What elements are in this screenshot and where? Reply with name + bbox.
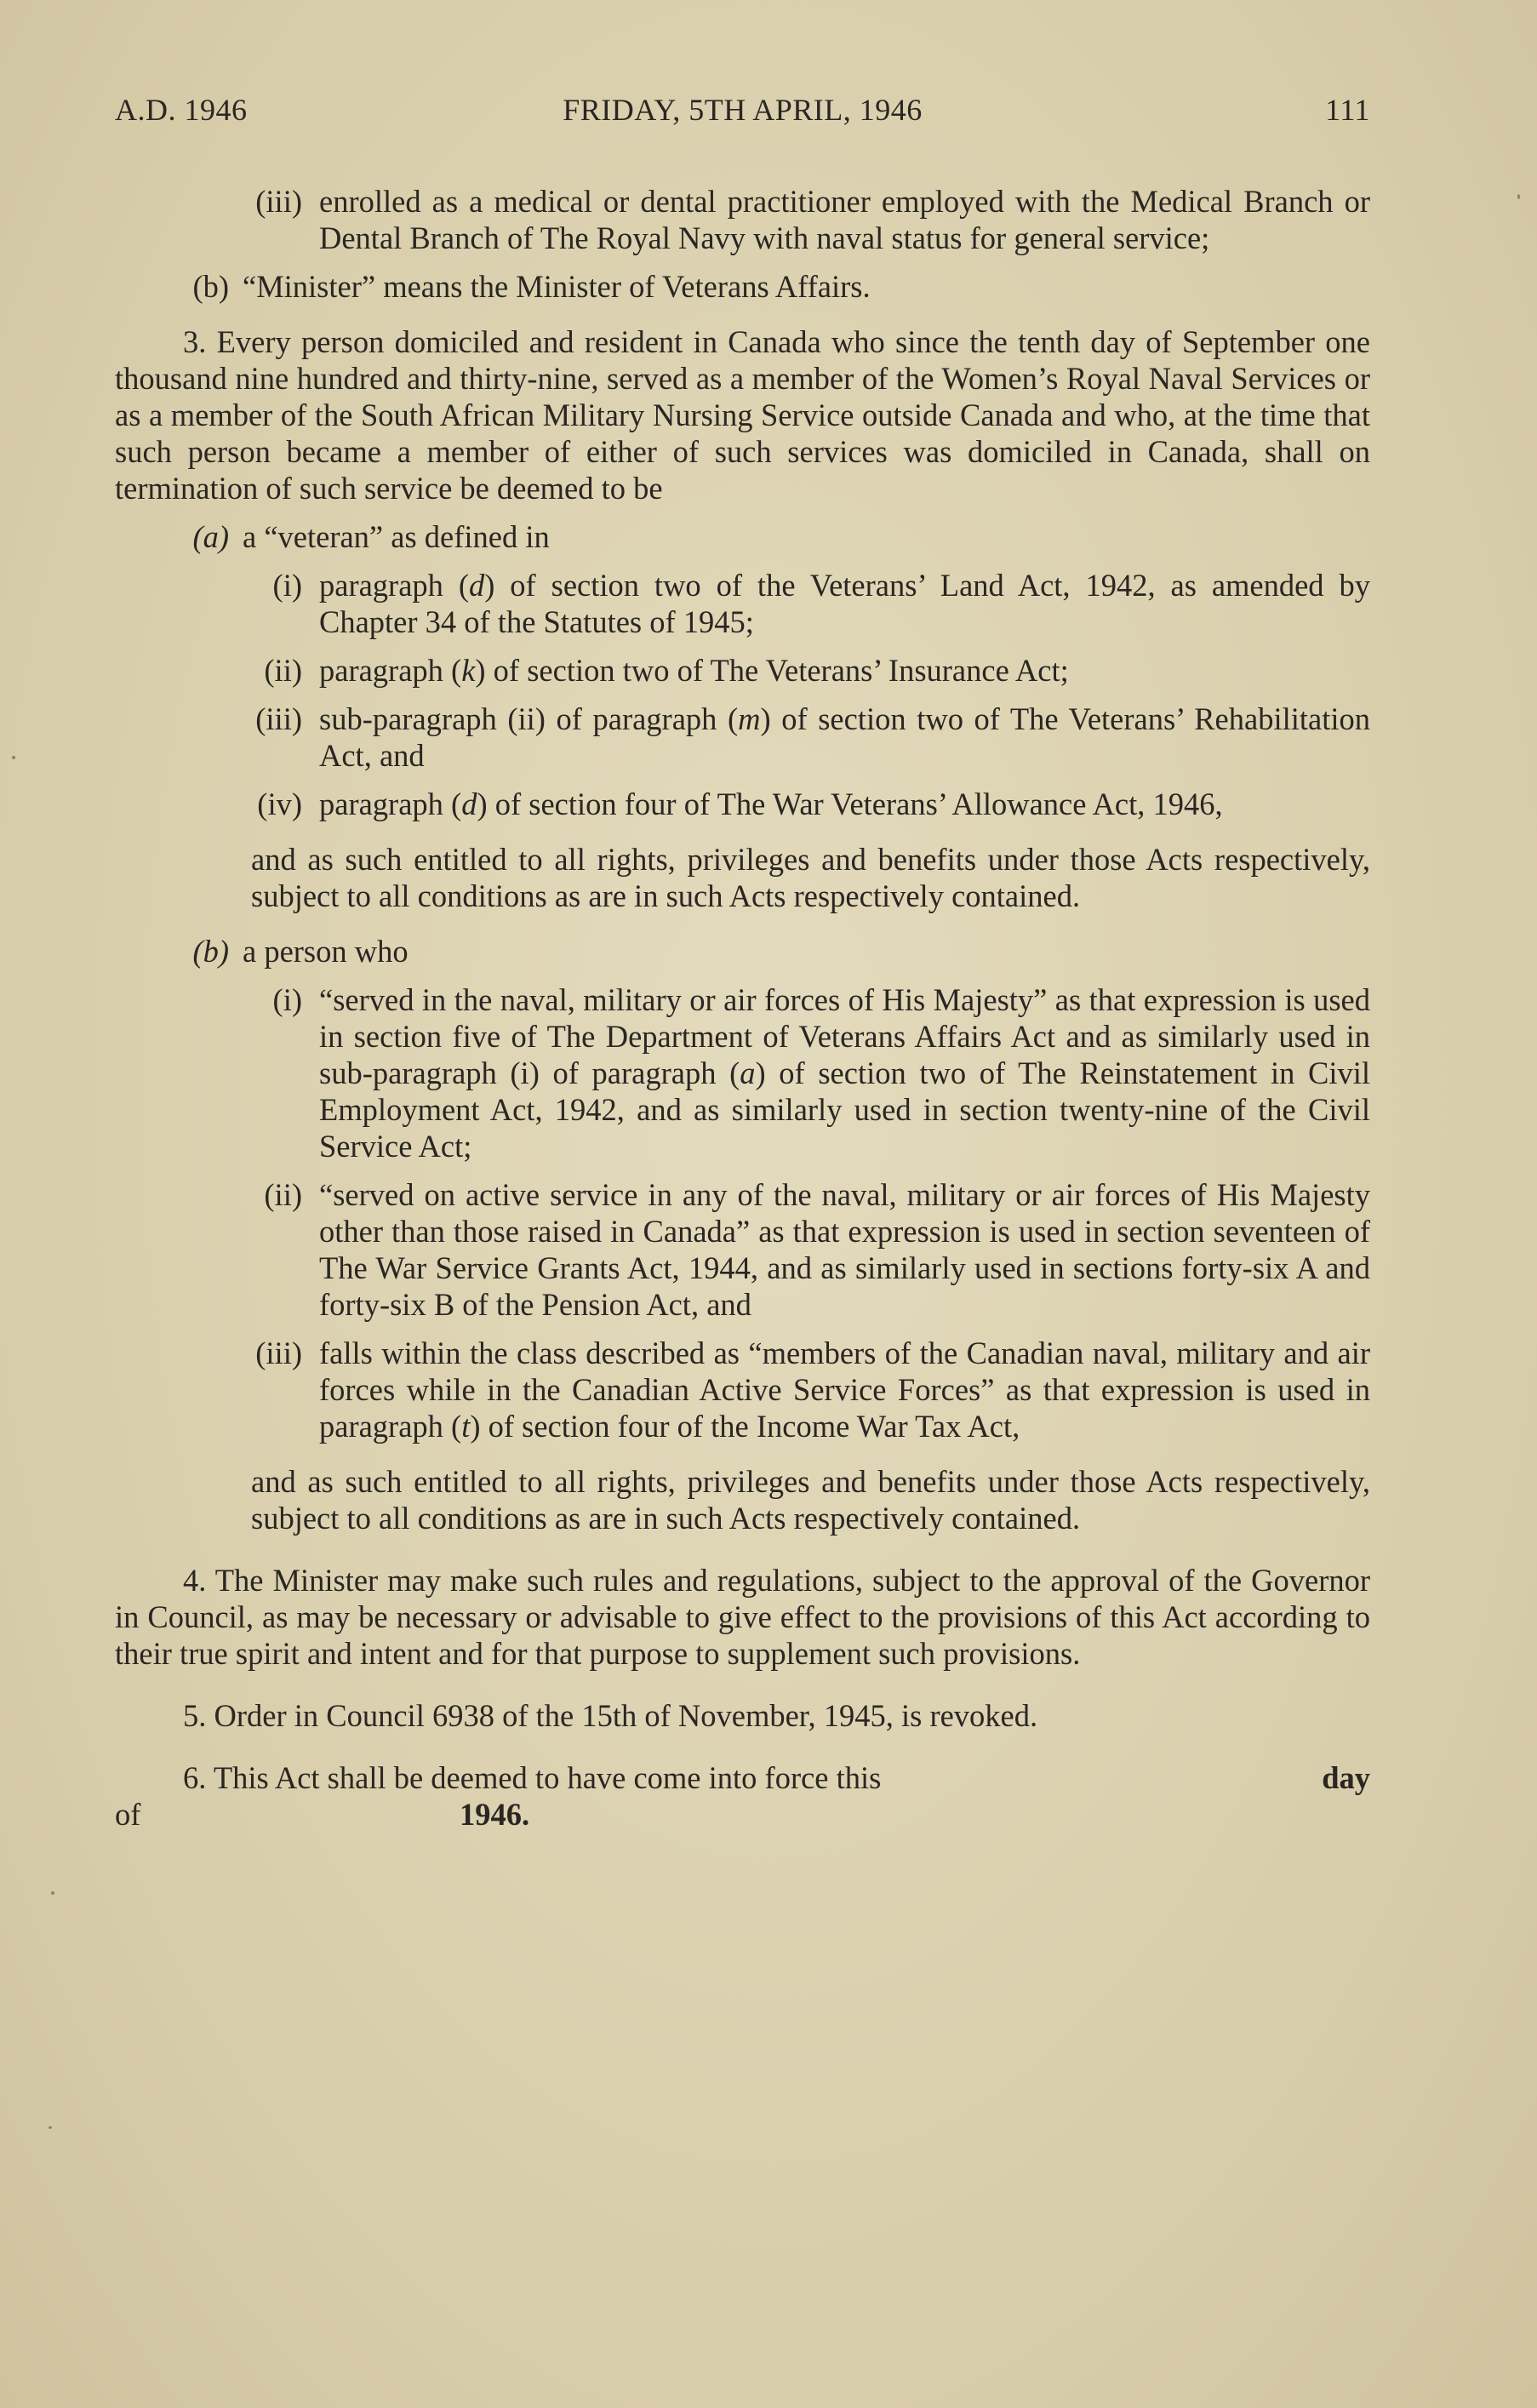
section-6	[115, 1759, 1370, 1833]
section-6-of: of	[115, 1797, 141, 1832]
section-4: 4. The Minister may make such rules and regulations, subject to the approval of the Governor in Council, as may be necessary or advisable to give effect to the provisions of this Act according to their true spirit and intent and for that purpose to supplement such provisions.	[115, 1563, 1370, 1671]
page-header	[115, 92, 1370, 134]
item-text: enrolled as a medical or dental practitioner employed with the Medical Branch or Dental Branch of The Royal Navy with naval status for general service;	[319, 184, 1370, 255]
header-date: FRIDAY, 5TH APRIL, 1946	[563, 93, 923, 127]
section-6-year: 1946.	[460, 1797, 530, 1832]
page-number: 111	[1325, 93, 1370, 127]
item-text: paragraph (k) of section two of The Veterans’ Insurance Act;	[319, 653, 1069, 688]
item-label: (b)	[192, 934, 229, 969]
item-label: (a)	[192, 519, 229, 554]
item-text: paragraph (d) of section two of the Veterans’ Land Act, 1942, as amended by Chapter 34 of the Statutes of 1945;	[319, 568, 1370, 639]
b-closing-text: and as such entitled to all rights, privileges and benefits under those Acts respectively, subject to all conditions as are in such Acts respectively contained.	[251, 1464, 1370, 1536]
item-text: falls within the class described as “members of the Canadian naval, military and air forces while in the Canadian Active Service Forces” as that expression is used in paragraph (t) of section four of the Income War Tax Act,	[319, 1336, 1370, 1444]
a-closing-text: and as such entitled to all rights, privileges and benefits under those Acts respectively, subject to all conditions as are in such Acts respectively contained.	[251, 842, 1370, 913]
a-subparagraph-iv	[115, 786, 1370, 822]
paper-speck	[51, 1891, 54, 1895]
section-3: 3. Every person domiciled and resident in Canada who since the tenth day of September one thousand nine hundred and thirty-nine, served as a member of the Women’s Royal Naval Services or as a member of the South African Military Nursing Service outside Canada and who, at the time that such person became a member of either of such services was domiciled in Canada, shall on termination of such service be deemed to be	[115, 324, 1370, 506]
item-text: “served in the naval, military or air forces of His Majesty” as that expression is used in section five of The Department of Veterans Affairs Act and as similarly used in sub-paragraph (i) of paragraph (a) of section two of The Reinstatement in Civil Employment Act, 1942, and as similarly used in section twenty-nine of the Civil Service Act;	[319, 982, 1370, 1164]
paragraph-b-minister	[115, 268, 1370, 305]
item-text: sub-paragraph (ii) of paragraph (m) of section two of The Veterans’ Rehabilitation Act, and	[319, 701, 1370, 773]
item-text: paragraph (d) of section four of The War Veterans’ Allowance Act, 1946,	[319, 786, 1223, 821]
b-subparagraph-i	[115, 981, 1370, 1164]
section-6-text: 6. This Act shall be deemed to have come into force this	[183, 1760, 882, 1795]
a-subparagraph-i	[115, 567, 1370, 640]
b-subparagraph-iii	[115, 1335, 1370, 1444]
item-label: (i)	[272, 568, 302, 603]
a-subparagraph-iii	[115, 701, 1370, 774]
b-subparagraph-ii	[115, 1176, 1370, 1323]
item-label: (ii)	[264, 653, 302, 688]
item-label: (iv)	[257, 786, 302, 821]
item-label: (i)	[272, 982, 302, 1017]
a-subparagraph-ii	[115, 652, 1370, 689]
paper-speck	[1517, 194, 1520, 199]
item-text: “served on active service in any of the naval, military or air forces of His Majesty other than those raised in Canada” as that expression is used in section seventeen of The War Service Grants Act, 1944, and as similarly used in sections forty-six A and forty-six B of the Pension Act, and	[319, 1177, 1370, 1322]
item-text: a person who	[243, 934, 409, 969]
paper-speck	[49, 2126, 52, 2129]
header-year: A.D. 1946	[115, 93, 248, 127]
section-5: 5. Order in Council 6938 of the 15th of November, 1945, is revoked.	[183, 1698, 1038, 1733]
item-label: (ii)	[264, 1177, 302, 1212]
item-text: “Minister” means the Minister of Veterans Affairs.	[243, 269, 871, 304]
paragraph-b-person	[115, 933, 1370, 969]
item-label: (b)	[192, 269, 229, 304]
section-6-day: day	[1322, 1760, 1370, 1795]
item-label: (iii)	[255, 184, 302, 219]
item-label: (iii)	[255, 701, 302, 736]
item-text: a “veteran” as defined in	[243, 519, 550, 554]
item-label: (iii)	[255, 1336, 302, 1370]
document-body	[115, 183, 1370, 1833]
subparagraph-iii-enrolled	[115, 183, 1370, 256]
paper-speck	[12, 756, 15, 759]
paragraph-a-veteran	[115, 518, 1370, 555]
